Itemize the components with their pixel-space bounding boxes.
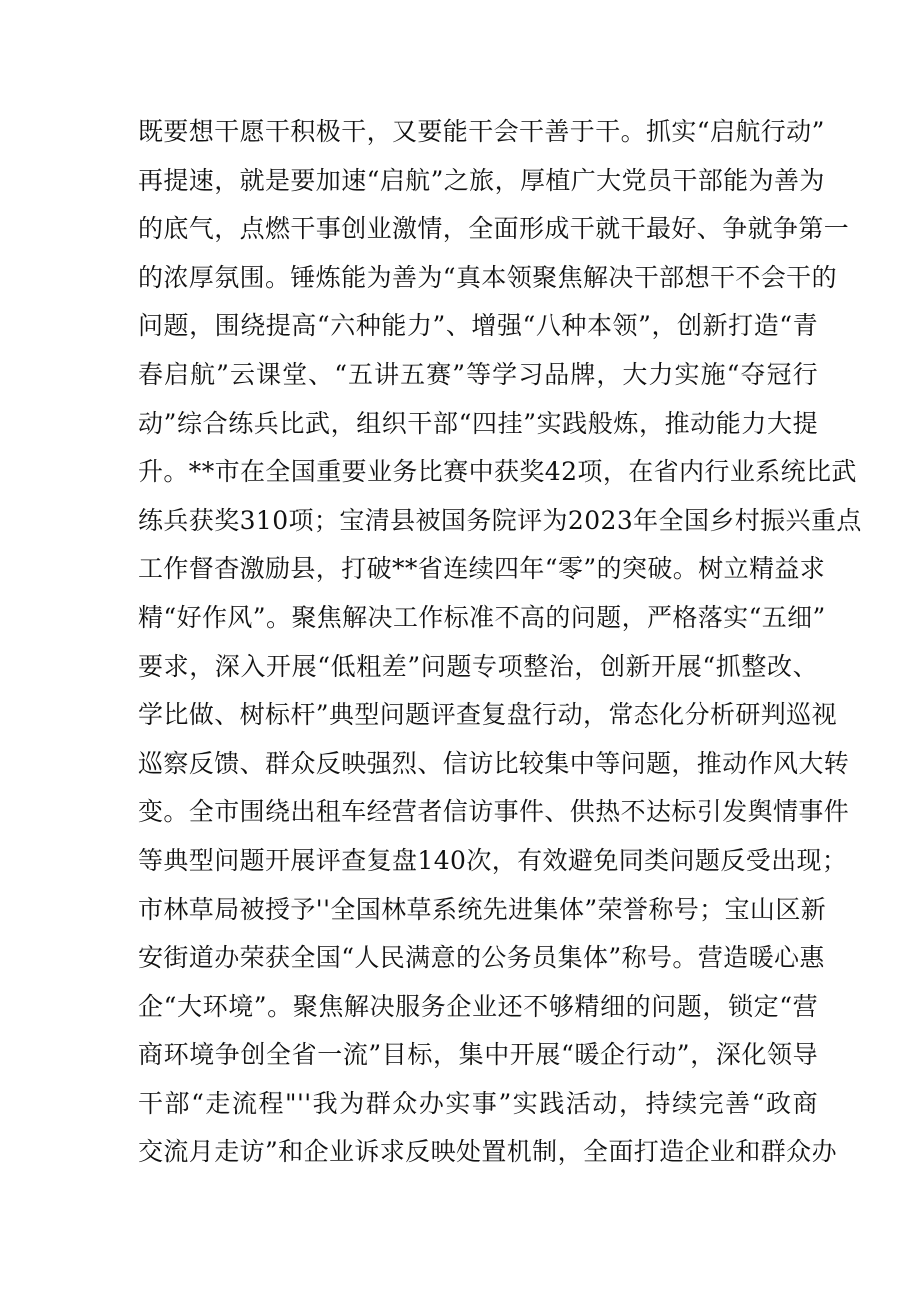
- text-line: 练兵获奖310项；宝清县被国务院评为2023年全国乡村振兴重点: [138, 505, 862, 535]
- text-line: 等典型问题开展评查复盘140次，有效避免同类问题反受出现；: [138, 845, 848, 875]
- text-line: 要求，深入开展“低粗差”问题专项整治，创新开展“抓整改、: [138, 651, 818, 681]
- text-line: 的浓厚氛围。锤炼能为善为“真本领聚焦解决干部想干不会干的: [138, 262, 837, 292]
- text-line: 学比做、树标杆”典型问题评查复盘行动，常态化分析研判巡视: [138, 700, 837, 730]
- text-line: 企“大环境”。聚焦解决服务企业还不够精细的问题，锁定“营: [138, 991, 818, 1021]
- text-line: 再提速，就是要加速“启航”之旅，厚植广大党员干部能为善为: [138, 165, 825, 195]
- text-line: 既要想干愿干积极干，又要能干会干善于干。抓实“启航行动”: [138, 117, 825, 146]
- text-line: 问题，围绕提高“六种能力”、增强“八种本领”，创新打造“青: [138, 311, 818, 341]
- text-line: 巡察反馈、群众反映强烈、信访比较集中等问题，推动作风大转: [138, 748, 850, 778]
- text-line: 精“好作风”。聚焦解决工作标准不高的问题，严格落实“五细”: [138, 602, 826, 632]
- text-line: 变。全市围绕出租车经营者信访事件、供热不达标引发舆情事件: [138, 797, 850, 827]
- text-line: 干部“走流程"''我为群众办实事”实践活动，持续完善“政商: [138, 1088, 818, 1118]
- text-line: 动”综合练兵比武，组织干部“四挂”实践般炼，推动能力大提: [138, 408, 818, 438]
- text-line: 市林草局被授予''全国林草系统先进集体”荣誉称号；宝山区新: [138, 894, 827, 924]
- text-line: 的底气，点燃干事创业激情，全面形成干就干最好、争就争第一: [138, 214, 850, 244]
- text-line: 交流月走访”和企业诉求反映处置机制，全面打造企业和群众办: [138, 1137, 837, 1167]
- body-paragraph: [138, 108, 862, 1177]
- text-line: 春启航”云课堂、“五讲五赛”等学习品牌，大力实施“夺冠行: [138, 359, 818, 389]
- text-line: 安街道办荣获全国“人民满意的公务员集体”称号。营造暖心惠: [138, 943, 825, 973]
- text-line: 商环境争创全省一流”目标，集中开展“暖企行动”，深化领导: [138, 1040, 818, 1070]
- text-line: 升。**市在全国重要业务比赛中获奖42项，在省内行业系统比武: [138, 457, 857, 487]
- text-line: 工作督杳激励县，打破**省连续四年“零”的突破。树立精益求: [138, 554, 826, 584]
